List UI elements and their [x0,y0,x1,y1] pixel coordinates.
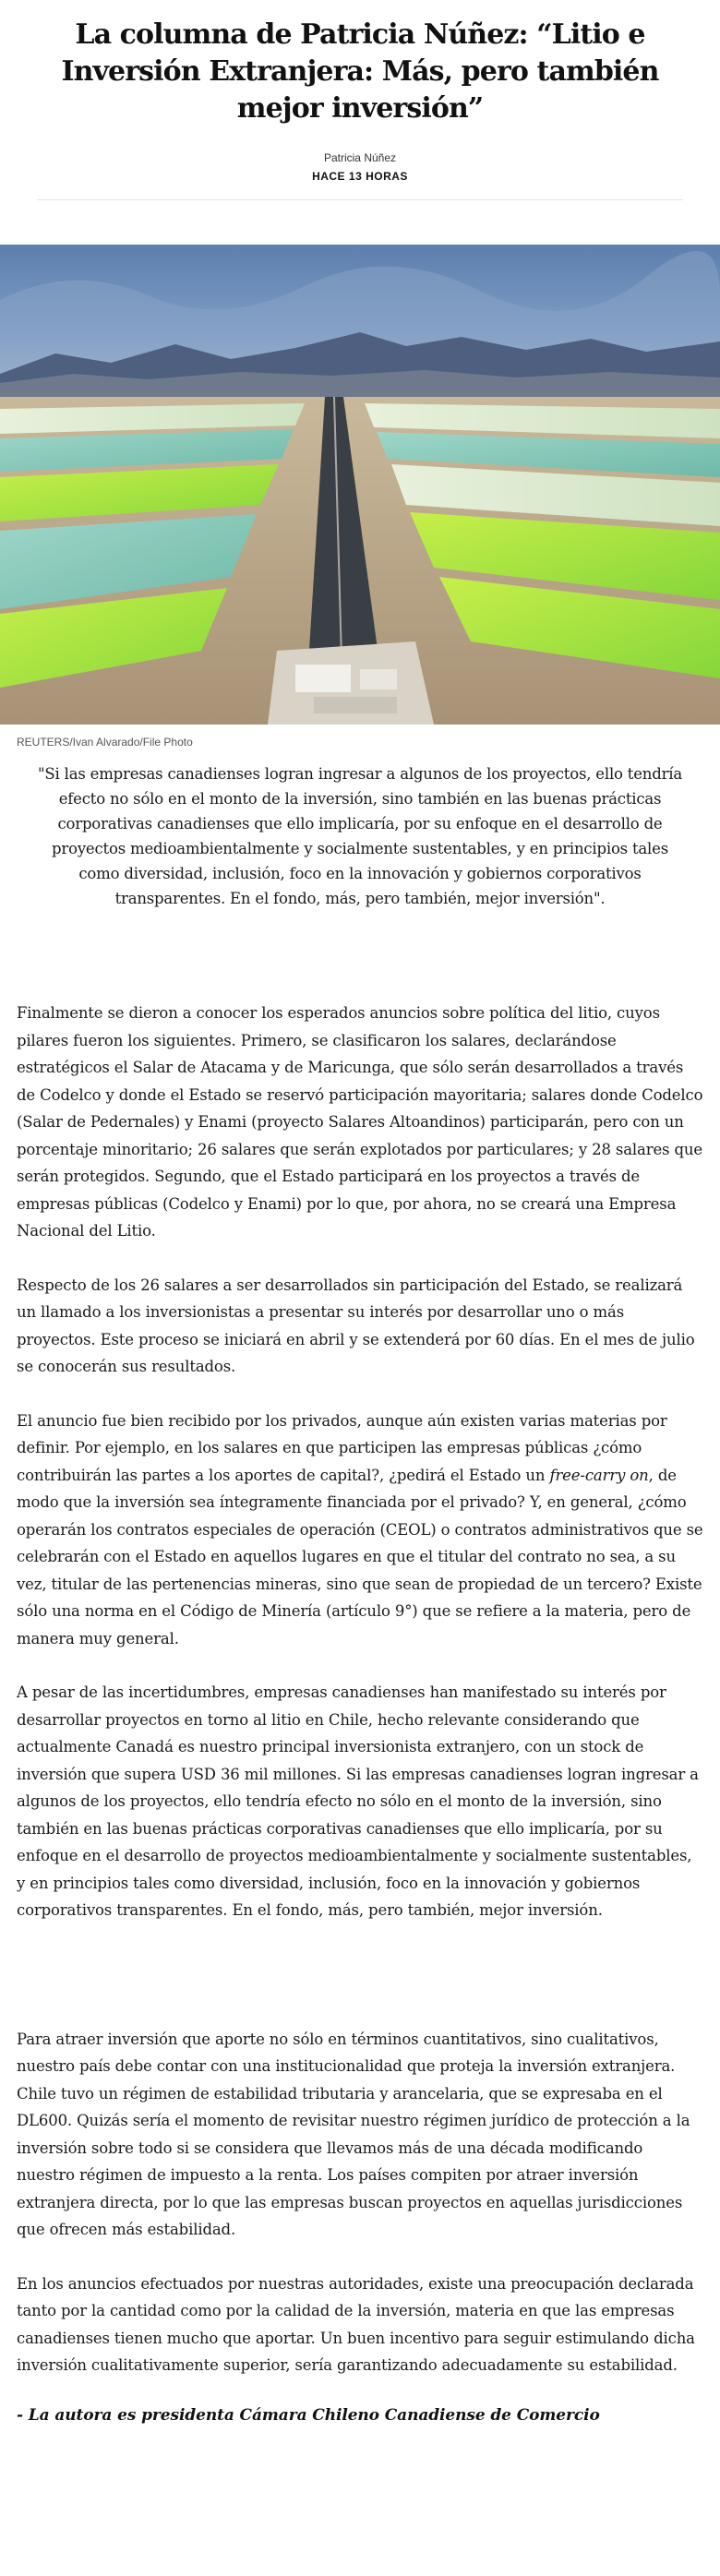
body-paragraph: Finalmente se dieron a conocer los esperados anuncios sobre política del litio, cuyos pilares fueron los siguientes. Primero, se clasificaron los salares, declarándose estratégicos el Salar de Atacama y de Maricunga, que sólo serán desarrollados a través de Codelco y donde el Estado se reservó participación mayoritaria; salares donde Codelco (Salar de Pedernales) y Enami (proyecto Salares Altoandinos) participarán, pero con un porcentaje minoritario; 26 salares que serán explotados por particulares; y 28 salares que serán protegidos. Segundo, que el Estado participará en los proyectos a través de empresas públicas (Codelco y Enami) por lo que, por ahora, no se creará una Empresa Nacional del Litio. [17,1004,703,1240]
pull-quote: "Si las empresas canadienses logran ingresar a algunos de los proyectos, ello tendría efecto no sólo en el monto de la inversión, sino también en las buenas prácticas corporativas canadienses que ello implicaría, por su enfoque en el desarrollo de proyectos medioambientalmente y socialmente sustentables, y en principios tales como diversidad, inclusión, foco en la innovación y gobiernos corporativos transparentes. En el fondo, más, pero también, mejor inversión". [38,765,682,907]
author-name[interactable]: Patricia Núñez [323,151,397,164]
body-paragraph [17,1408,703,1653]
body-paragraph: A pesar de las incertidumbres, empresas canadienses han manifestado su interés por desarrollar proyectos en torno al litio en Chile, hecho relevante considerando que actualmente Canadá es nuestro principal inversionista extranjero, con un stock de inversión que supera USD 36 mil millones. Si las empresas canadienses logran ingresar a algunos de los proyectos, ello tendría efecto no sólo en el monto de la inversión, sino también en las buenas prácticas corporativas canadienses que ello implicaría, por su enfoque en el desarrollo de proyectos medioambientalmente y socialmente sustentables, y en principios tales como diversidad, inclusión, foco en la innovación y gobiernos corporativos transparentes. En el fondo, más, pero también, mejor inversión. [17,1683,699,1919]
hero-image [0,245,720,725]
italic-term: free-carry on [549,1466,649,1484]
body-paragraph: Respecto de los 26 salares a ser desarrollados sin participación del Estado, se realizará un llamado a los inversionistas a presentar su interés por desarrollar uno o más proyectos. Este proceso se iniciará en abril y se extenderá por 60 días. En el mes de julio se conocerán sus resultados. [17,1276,695,1375]
header-divider [37,199,683,200]
publish-time: HACE 13 HORAS [312,170,408,183]
image-credit: REUTERS/Ivan Alvarado/File Photo [17,736,193,749]
paragraph-text: , de modo que la inversión sea íntegramente financiada por el privado? Y, en general, ¿cómo operarán los contratos especiales de operación (CEOL) o contratos administrativos que se celebrarán con el Estado en aquellos lugares en que el titular del contrato no sea, a su vez, titular de las pertenencias mineras, sino que sean de propiedad de un tercero? Existe sólo una norma en el Código de Minería (artículo 9°) que se refiere a la materia, pero de manera muy general. [17,1466,703,1647]
author-signature: - La autora es presidenta Cámara Chileno Canadiense de Comercio [17,2405,600,2425]
hero-figure [0,245,720,749]
paragraph-text: El anuncio fue bien recibido por los privados, aunque aún existen varias materias por definir. Por ejemplo, en los salares en que participen las empresas públicas ¿cómo contribuirán las partes a los aportes de capital?, ¿pedirá el Estado un [17,1411,667,1484]
body-paragraph: Para atraer inversión que aporte no sólo en términos cuantitativos, sino cualitativos, nuestro país debe contar con una institucionalidad que proteja la inversión extranjera. Chile tuvo un régimen de estabilidad tributaria y arancelaria, que se expresaba en el DL600. Quizás sería el momento de revisitar nuestro régimen jurídico de protección a la inversión sobre todo si se considera que llevamos más de una década modificando nuestro régimen de impuesto a la renta. Los países compiten por atraer inversión extranjera directa, por lo que las empresas buscan proyectos en aquellas jurisdicciones que ofrecen más estabilidad. [17,2030,690,2238]
salt-flats-photo [0,245,720,725]
body-paragraph: En los anuncios efectuados por nuestras autoridades, existe una preocupación declarada tanto por la cantidad como por la calidad de la inversión, materia en que las empresas canadienses tienen mucho que aportar. Un buen incentivo para seguir estimulando dicha inversión cualitativamente superior, sería garantizando adecuadamente su estabilidad. [17,2274,695,2374]
article-title: La columna de Patricia Núñez: “Litio e Inversión Extranjera: Más, pero también mejor inversión” [61,18,659,125]
article-body [0,911,720,2425]
article-header [0,0,720,200]
